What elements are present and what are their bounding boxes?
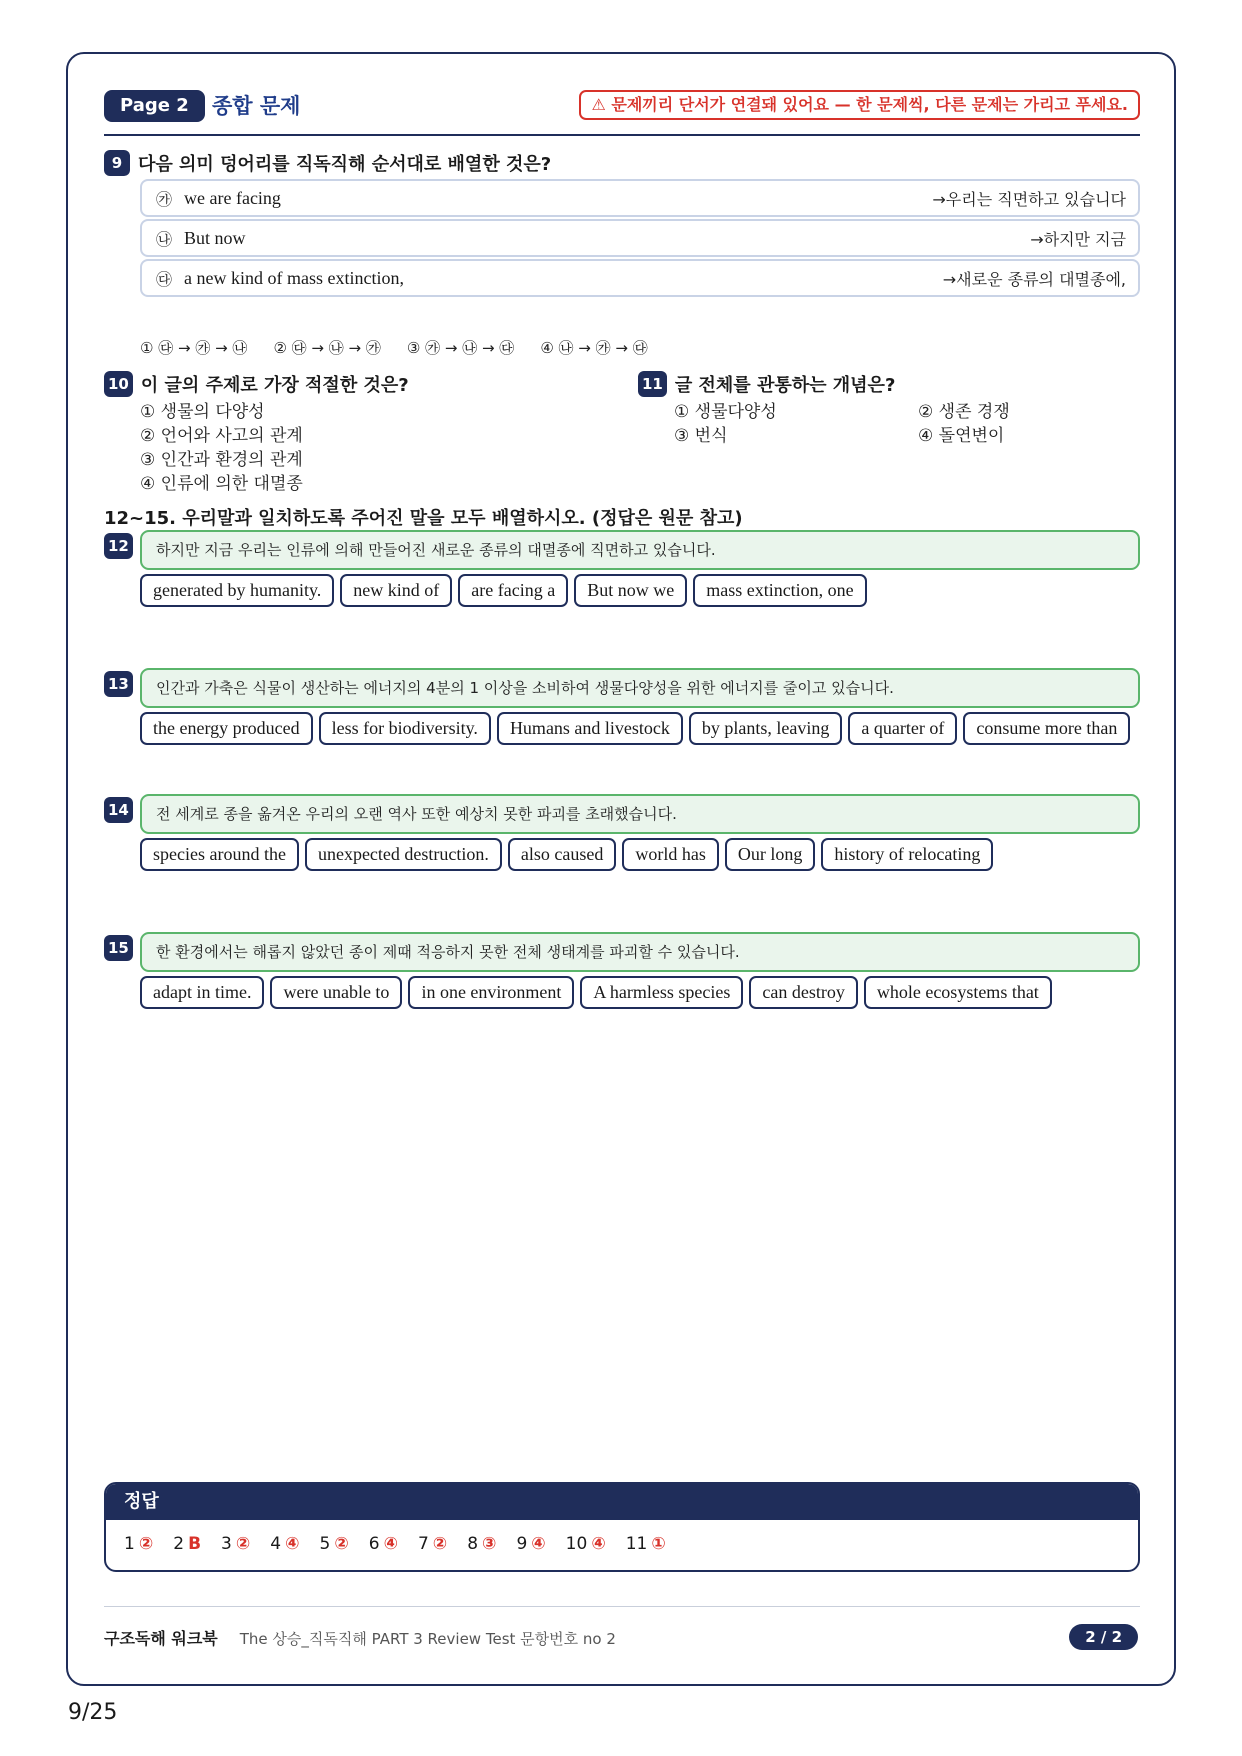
question-number: 12 xyxy=(104,533,133,559)
word-tile[interactable]: unexpected destruction. xyxy=(305,838,502,871)
answer-number: 3 xyxy=(221,1534,232,1554)
option-2[interactable]: ② 언어와 사고의 관계 xyxy=(140,426,303,446)
page-header xyxy=(104,90,1140,136)
question-number: 13 xyxy=(104,671,133,697)
word-tile[interactable]: mass extinction, one xyxy=(693,574,866,607)
word-tiles xyxy=(140,838,1140,871)
worksheet-page xyxy=(66,52,1176,1686)
chunk-row xyxy=(140,179,1140,217)
answer-number: 6 xyxy=(368,1534,380,1554)
page-badge: Page 2 xyxy=(104,90,205,122)
option-1[interactable]: ① 생물다양성 xyxy=(674,402,777,422)
answer-item xyxy=(566,1520,606,1568)
answer-item xyxy=(320,1520,349,1568)
question-9-heading xyxy=(104,150,551,176)
question-number: 10 xyxy=(104,371,133,397)
korean-sentence-box: 한 환경에서는 해롭지 않았던 종이 제때 적응하지 못한 전체 생태계를 파괴할 수 있습니다. xyxy=(140,932,1140,972)
chunk-mark: ㉮ xyxy=(156,189,173,209)
korean-sentence-box: 하지만 지금 우리는 인류에 의해 만들어진 새로운 종류의 대멸종에 직면하고 있습니다. xyxy=(140,530,1140,570)
footer-subtitle: The 상승_직독직해 PART 3 Review Test 문항번호 no 2 xyxy=(239,1630,616,1648)
option-2[interactable]: ② ㉰ → ㉯ → ㉮ xyxy=(273,339,381,357)
question-number: 15 xyxy=(104,935,133,961)
answer-number: 1 xyxy=(124,1534,135,1554)
question-number: 9 xyxy=(104,150,130,176)
answer-item xyxy=(173,1520,201,1568)
answer-value: ④ xyxy=(591,1534,606,1554)
chunk-row xyxy=(140,219,1140,257)
answer-number: 11 xyxy=(625,1534,648,1554)
chunk-row xyxy=(140,259,1140,297)
word-tile[interactable]: a quarter of xyxy=(848,712,957,745)
answer-item xyxy=(467,1520,496,1568)
word-tile[interactable]: new kind of xyxy=(340,574,452,607)
question-10-options xyxy=(140,400,303,496)
option-4[interactable]: ④ 돌연변이 xyxy=(918,426,1005,446)
word-tile[interactable]: species around the xyxy=(140,838,299,871)
answer-item xyxy=(369,1520,398,1568)
chunk-english: a new kind of mass extinction, xyxy=(184,267,404,288)
answer-value: B xyxy=(188,1534,202,1554)
option-3[interactable]: ③ 번식 xyxy=(674,426,728,446)
chunk-korean: →우리는 직면하고 있습니다 xyxy=(932,189,1126,209)
option-4[interactable]: ④ ㉯ → ㉮ → ㉰ xyxy=(540,339,648,357)
chunk-korean: →새로운 종류의 대멸종에, xyxy=(942,269,1126,289)
answer-number: 10 xyxy=(565,1534,588,1554)
answer-key xyxy=(104,1482,1140,1572)
answer-value: ③ xyxy=(482,1534,497,1554)
answer-item xyxy=(124,1520,153,1568)
answer-value: ④ xyxy=(285,1534,300,1554)
question-number: 14 xyxy=(104,797,133,823)
answer-number: 9 xyxy=(516,1534,528,1554)
word-tile[interactable]: generated by humanity. xyxy=(140,574,334,607)
word-tile[interactable]: adapt in time. xyxy=(140,976,264,1009)
word-tile[interactable]: can destroy xyxy=(749,976,857,1009)
word-tile[interactable]: history of relocating xyxy=(821,838,993,871)
answer-number: 7 xyxy=(417,1534,429,1554)
word-tile[interactable]: by plants, leaving xyxy=(689,712,842,745)
answer-item xyxy=(418,1520,447,1568)
answer-item xyxy=(270,1520,299,1568)
warning-notice: ⚠ 문제끼리 단서가 연결돼 있어요 — 한 문제씩, 다른 문제는 가리고 푸세요. xyxy=(579,90,1140,120)
answer-value: ② xyxy=(138,1534,154,1554)
question-text: 글 전체를 관통하는 개념은? xyxy=(674,375,896,396)
chunk-english: But now xyxy=(184,227,246,248)
answer-key-title: 정답 xyxy=(106,1484,1138,1520)
footer-page-badge: 2 / 2 xyxy=(1069,1624,1138,1650)
question-9-options xyxy=(140,337,648,358)
word-tile[interactable]: whole ecosystems that xyxy=(864,976,1052,1009)
answer-value: ④ xyxy=(531,1534,546,1554)
word-tile[interactable]: the energy produced xyxy=(140,712,313,745)
option-3[interactable]: ③ 인간과 환경의 관계 xyxy=(140,450,303,470)
answer-value: ④ xyxy=(383,1534,398,1554)
option-2[interactable]: ② 생존 경쟁 xyxy=(918,402,1010,422)
section-title: 12~15. 우리말과 일치하도록 주어진 말을 모두 배열하시오. (정답은 원문 참고) xyxy=(104,508,743,529)
answer-number: 5 xyxy=(319,1534,331,1554)
page-title: 종합 문제 xyxy=(212,94,301,118)
answer-number: 2 xyxy=(173,1534,185,1554)
word-tile[interactable]: A harmless species xyxy=(580,976,743,1009)
answer-value: ② xyxy=(235,1534,251,1554)
answer-item xyxy=(516,1520,545,1568)
word-tile[interactable]: Our long xyxy=(725,838,816,871)
option-4[interactable]: ④ 인류에 의한 대멸종 xyxy=(140,474,303,494)
word-tile[interactable]: Humans and livestock xyxy=(497,712,683,745)
footer-book-title: 구조독해 워크북 xyxy=(104,1629,218,1648)
question-text: 이 글의 주제로 가장 적절한 것은? xyxy=(140,375,409,396)
question-text: 다음 의미 덩어리를 직독직해 순서대로 배열한 것은? xyxy=(138,154,552,175)
word-tile[interactable]: also caused xyxy=(508,838,616,871)
korean-sentence-box: 전 세계로 종을 옮겨온 우리의 오랜 역사 또한 예상치 못한 파괴를 초래했습니다. xyxy=(140,794,1140,834)
answer-list xyxy=(106,1520,1138,1568)
answer-value: ① xyxy=(651,1534,666,1554)
answer-value: ② xyxy=(334,1534,349,1554)
word-tile[interactable]: But now we xyxy=(574,574,687,607)
word-tile[interactable]: are facing a xyxy=(458,574,568,607)
word-tile[interactable]: less for biodiversity. xyxy=(319,712,491,745)
footer xyxy=(104,1626,616,1649)
word-tile[interactable]: in one environment xyxy=(408,976,574,1009)
word-tile[interactable]: world has xyxy=(622,838,719,871)
chunk-english: we are facing xyxy=(184,187,281,208)
question-11-options xyxy=(674,400,1118,448)
word-tiles xyxy=(140,574,1140,607)
word-tiles xyxy=(140,976,1140,1009)
chunk-mark: ㉯ xyxy=(156,229,173,249)
option-1[interactable]: ① ㉰ → ㉮ → ㉯ xyxy=(140,339,248,357)
option-1[interactable]: ① 생물의 다양성 xyxy=(140,402,265,422)
answer-number: 4 xyxy=(270,1534,282,1554)
word-tile[interactable]: were unable to xyxy=(270,976,402,1009)
answer-item xyxy=(626,1520,666,1568)
word-tile[interactable]: consume more than xyxy=(963,712,1130,745)
korean-sentence-box: 인간과 가축은 식물이 생산하는 에너지의 4분의 1 이상을 소비하여 생물다양성을 위한 에너지를 줄이고 있습니다. xyxy=(140,668,1140,708)
answer-number: 8 xyxy=(467,1534,479,1554)
option-3[interactable]: ③ ㉮ → ㉯ → ㉰ xyxy=(406,339,515,357)
chunk-korean: →하지만 지금 xyxy=(1030,229,1126,249)
chunk-mark: ㉰ xyxy=(156,269,173,289)
question-10-heading xyxy=(104,371,409,397)
answer-value: ② xyxy=(432,1534,448,1554)
question-11-heading xyxy=(638,371,895,397)
question-number: 11 xyxy=(638,371,667,397)
page-counter: 9/25 xyxy=(68,1700,118,1725)
answer-item xyxy=(221,1520,250,1568)
footer-divider xyxy=(104,1606,1140,1607)
word-tiles xyxy=(140,712,1140,745)
